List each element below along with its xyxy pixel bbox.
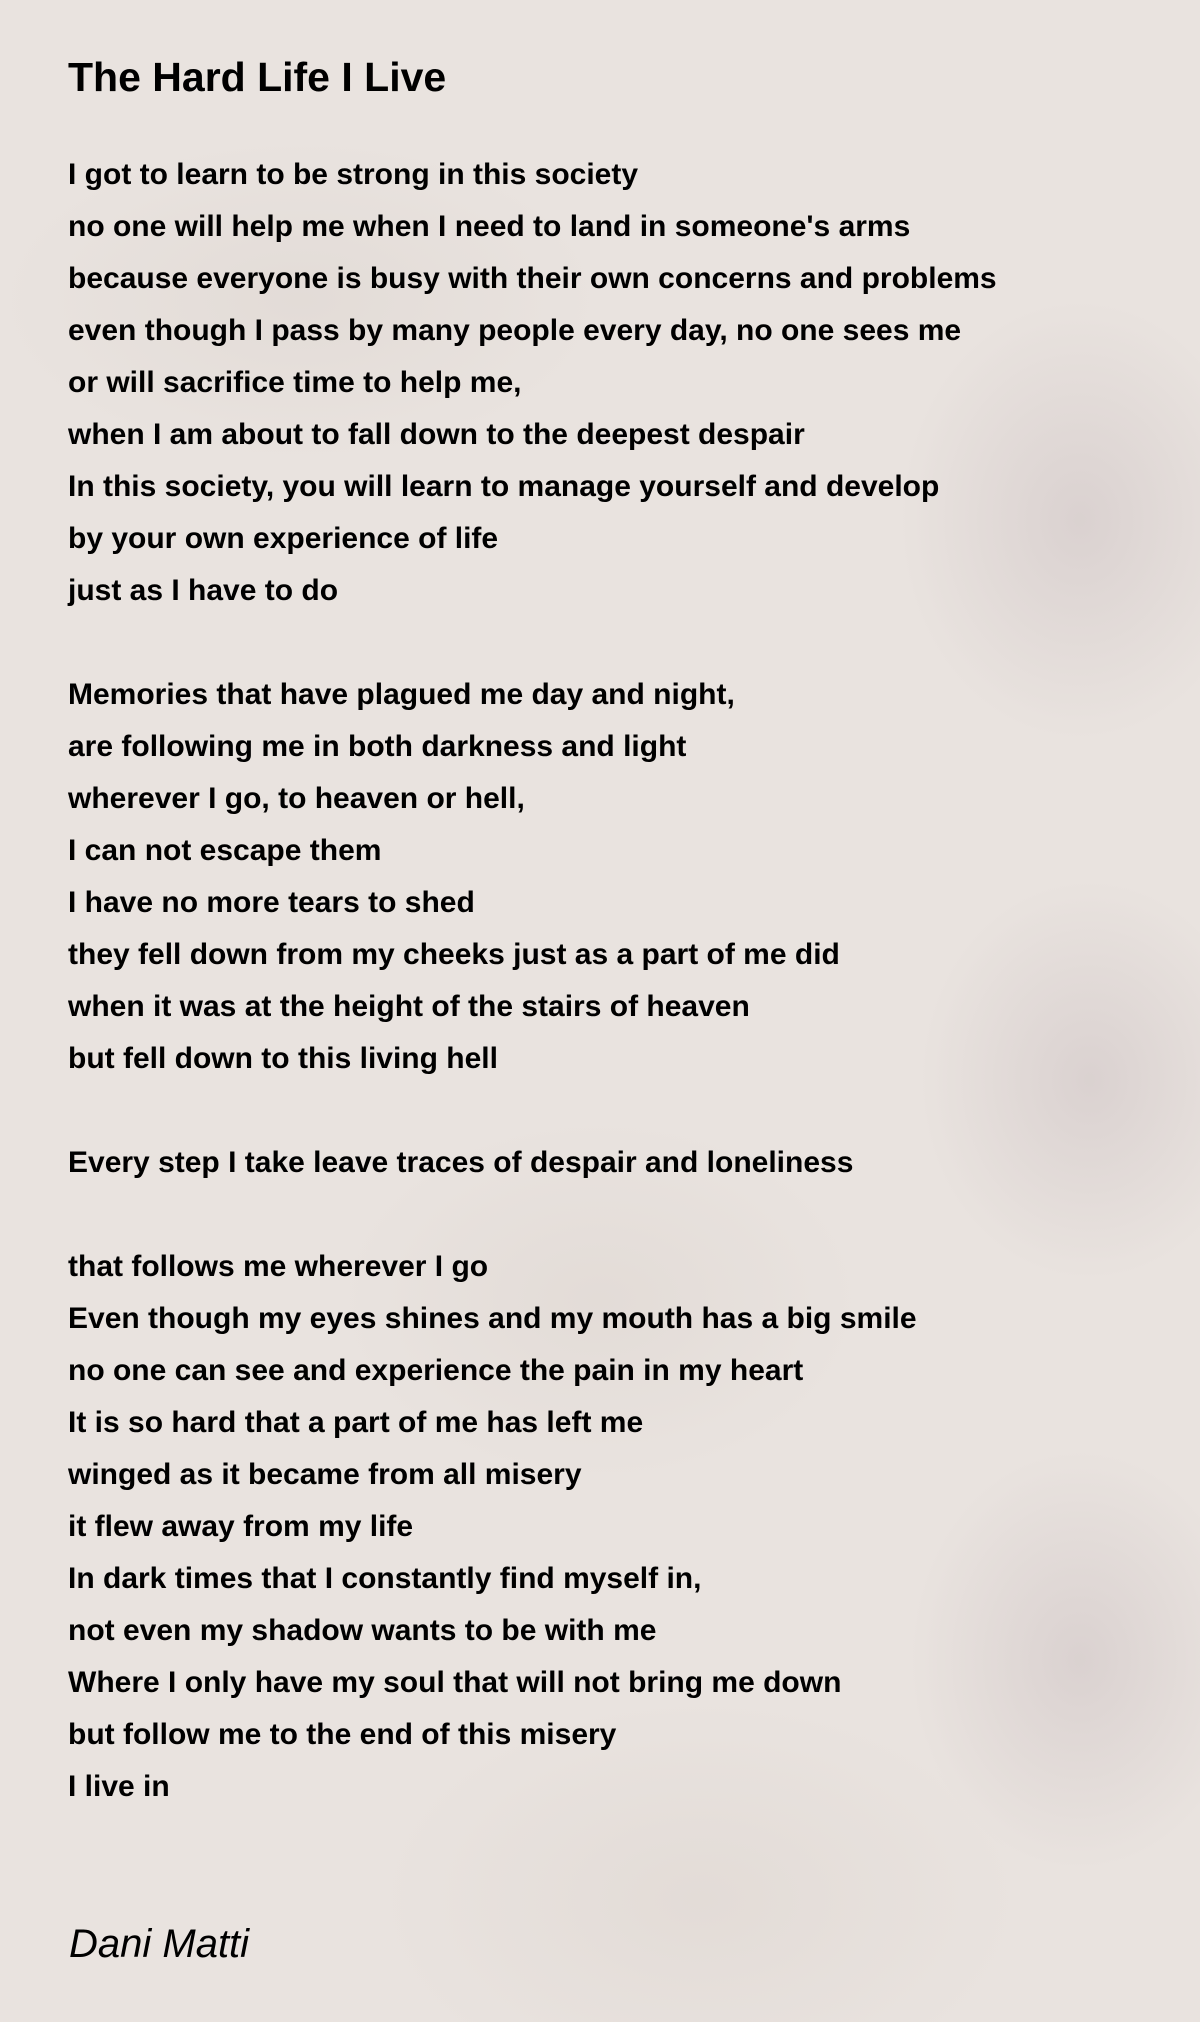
poem-author: Dani Matti (69, 1922, 250, 1966)
poem-line: when it was at the height of the stairs of heaven (68, 990, 750, 1023)
stanza (68, 149, 997, 617)
poem-line: when I am about to fall down to the deepest despair (68, 418, 805, 451)
stanza (68, 1137, 997, 1189)
poem-line: winged as it became from all misery (68, 1458, 582, 1491)
poem-line: by your own experience of life (68, 522, 499, 555)
poem-line: they fell down from my cheeks just as a part of me did (68, 938, 840, 971)
poem-line: but fell down to this living hell (68, 1042, 498, 1075)
poem-line: are following me in both darkness and light (68, 730, 687, 763)
poem-line: Where I only have my soul that will not bring me down (68, 1666, 842, 1699)
stanza-break (68, 617, 997, 669)
poem-line: it flew away from my life (68, 1510, 414, 1543)
poem-line: no one will help me when I need to land in someone's arms (68, 210, 911, 243)
poem-line: I live in (68, 1770, 170, 1803)
poem-line: Memories that have plagued me day and night, (68, 678, 735, 711)
poem-title: The Hard Life I Live (68, 54, 447, 100)
poem-line: no one can see and experience the pain in my heart (68, 1354, 804, 1387)
poem-line: Every step I take leave traces of despair and loneliness (68, 1146, 854, 1179)
stanza-break (68, 1085, 997, 1137)
stanza-break (68, 1189, 997, 1241)
poem-line: or will sacrifice time to help me, (68, 366, 522, 399)
poem-line: In dark times that I constantly find myself in, (68, 1562, 702, 1595)
poem-body (68, 149, 997, 1813)
stanza (68, 669, 997, 1085)
poem-line: I got to learn to be strong in this society (68, 158, 639, 191)
poem-line: because everyone is busy with their own concerns and problems (68, 262, 997, 295)
poem-line: but follow me to the end of this misery (68, 1718, 617, 1751)
poem-line: Even though my eyes shines and my mouth has a big smile (68, 1302, 917, 1335)
poem-line: I can not escape them (68, 834, 382, 867)
poem-line: not even my shadow wants to be with me (68, 1614, 657, 1647)
poem-line: wherever I go, to heaven or hell, (68, 782, 525, 815)
poem-line: In this society, you will learn to manage yourself and develop (68, 470, 940, 503)
poem-line: It is so hard that a part of me has left me (68, 1406, 644, 1439)
stanza (68, 1241, 997, 1813)
poem-line: just as I have to do (68, 574, 339, 607)
poem-line: I have no more tears to shed (68, 886, 475, 919)
poem-line: that follows me wherever I go (68, 1250, 489, 1283)
poem-line: even though I pass by many people every day, no one sees me (68, 314, 962, 347)
